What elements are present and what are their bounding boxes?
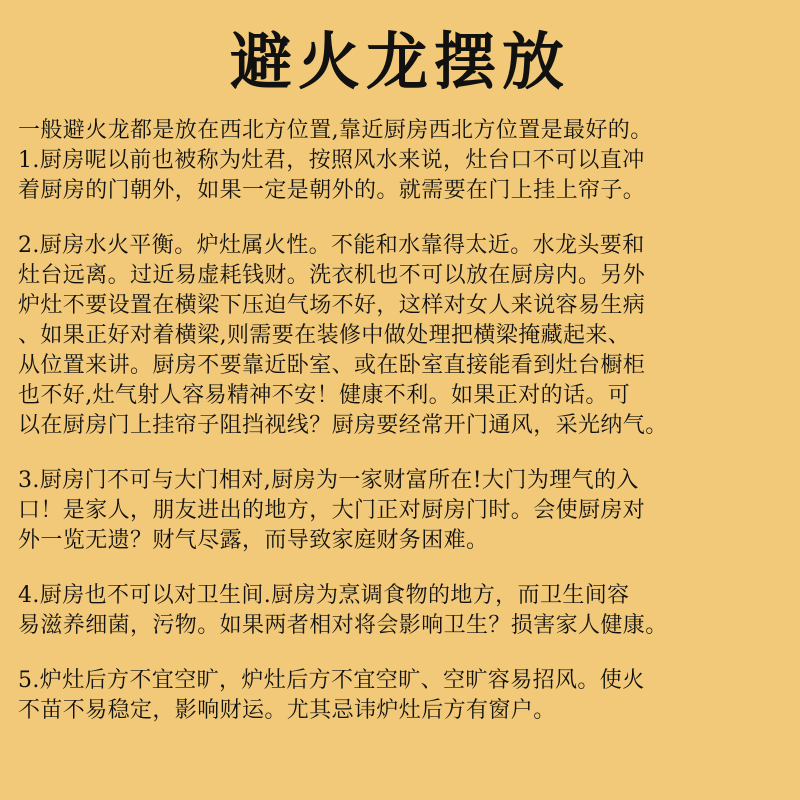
page-title: 避火龙摆放	[229, 25, 570, 98]
paragraph-gap	[18, 441, 782, 466]
text-line: 易滋养细菌，污物。如果两者相对将会影响卫生？损害家人健康。	[18, 613, 668, 638]
text-line: 以在厨房门上挂帘子阻挡视线？厨房要经常开门通风，采光纳气。	[18, 413, 668, 438]
text-line: 着厨房的门朝外，如果一定是朝外的。就需要在门上挂上帘子。	[18, 178, 646, 203]
text-line: 1.厨房呢以前也被称为灶君，按照风水来说，灶台口不可以直冲	[18, 148, 645, 173]
text-line: 2.厨房水火平衡。炉灶属火性。不能和水靠得太近。水龙头要和	[18, 233, 645, 258]
paragraph-gap	[18, 206, 782, 231]
text-line: 4.厨房也不可以对卫生间.厨房为烹调食物的地方，而卫生间容	[18, 583, 630, 608]
paragraph-gap	[18, 556, 782, 581]
text-line: 口！是家人，朋友进出的地方，大门正对厨房门时。会使厨房对	[18, 498, 646, 523]
text-line: 、如果正好对着横梁,则需要在装修中做处理把横梁掩藏起来、	[18, 323, 631, 348]
text-line: 也不好,灶气射人容易精神不安！健康不利。如果正对的话。可	[18, 383, 631, 408]
paragraph-4	[18, 581, 782, 641]
text-line: 灶台远离。过近易虚耗钱财。洗衣机也不可以放在厨房内。另外	[18, 263, 646, 288]
paragraph-2	[18, 231, 782, 441]
text-line: 从位置来讲。厨房不要靠近卧室、或在卧室直接能看到灶台橱柜	[18, 353, 646, 378]
paragraph-5	[18, 666, 782, 726]
text-line: 炉灶不要设置在横梁下压迫气场不好，这样对女人来说容易生病	[18, 293, 646, 318]
text-line: 外一览无遗？财气尽露，而导致家庭财务困难。	[18, 528, 489, 553]
text-line: 不苗不易稳定，影响财运。尤其忌讳炉灶后方有窗户。	[18, 698, 556, 723]
text-line: 一般避火龙都是放在西北方位置,靠近厨房西北方位置是最好的。	[18, 118, 653, 143]
text-line: 5.炉灶后方不宜空旷，炉灶后方不宜空旷、空旷容易招风。使火	[18, 668, 645, 693]
paragraph-gap	[18, 641, 782, 666]
paragraph-3	[18, 466, 782, 556]
paragraph-intro	[18, 116, 782, 206]
text-line: 3.厨房门不可与大门相对,厨房为一家财富所在!大门为理气的入	[18, 468, 639, 493]
